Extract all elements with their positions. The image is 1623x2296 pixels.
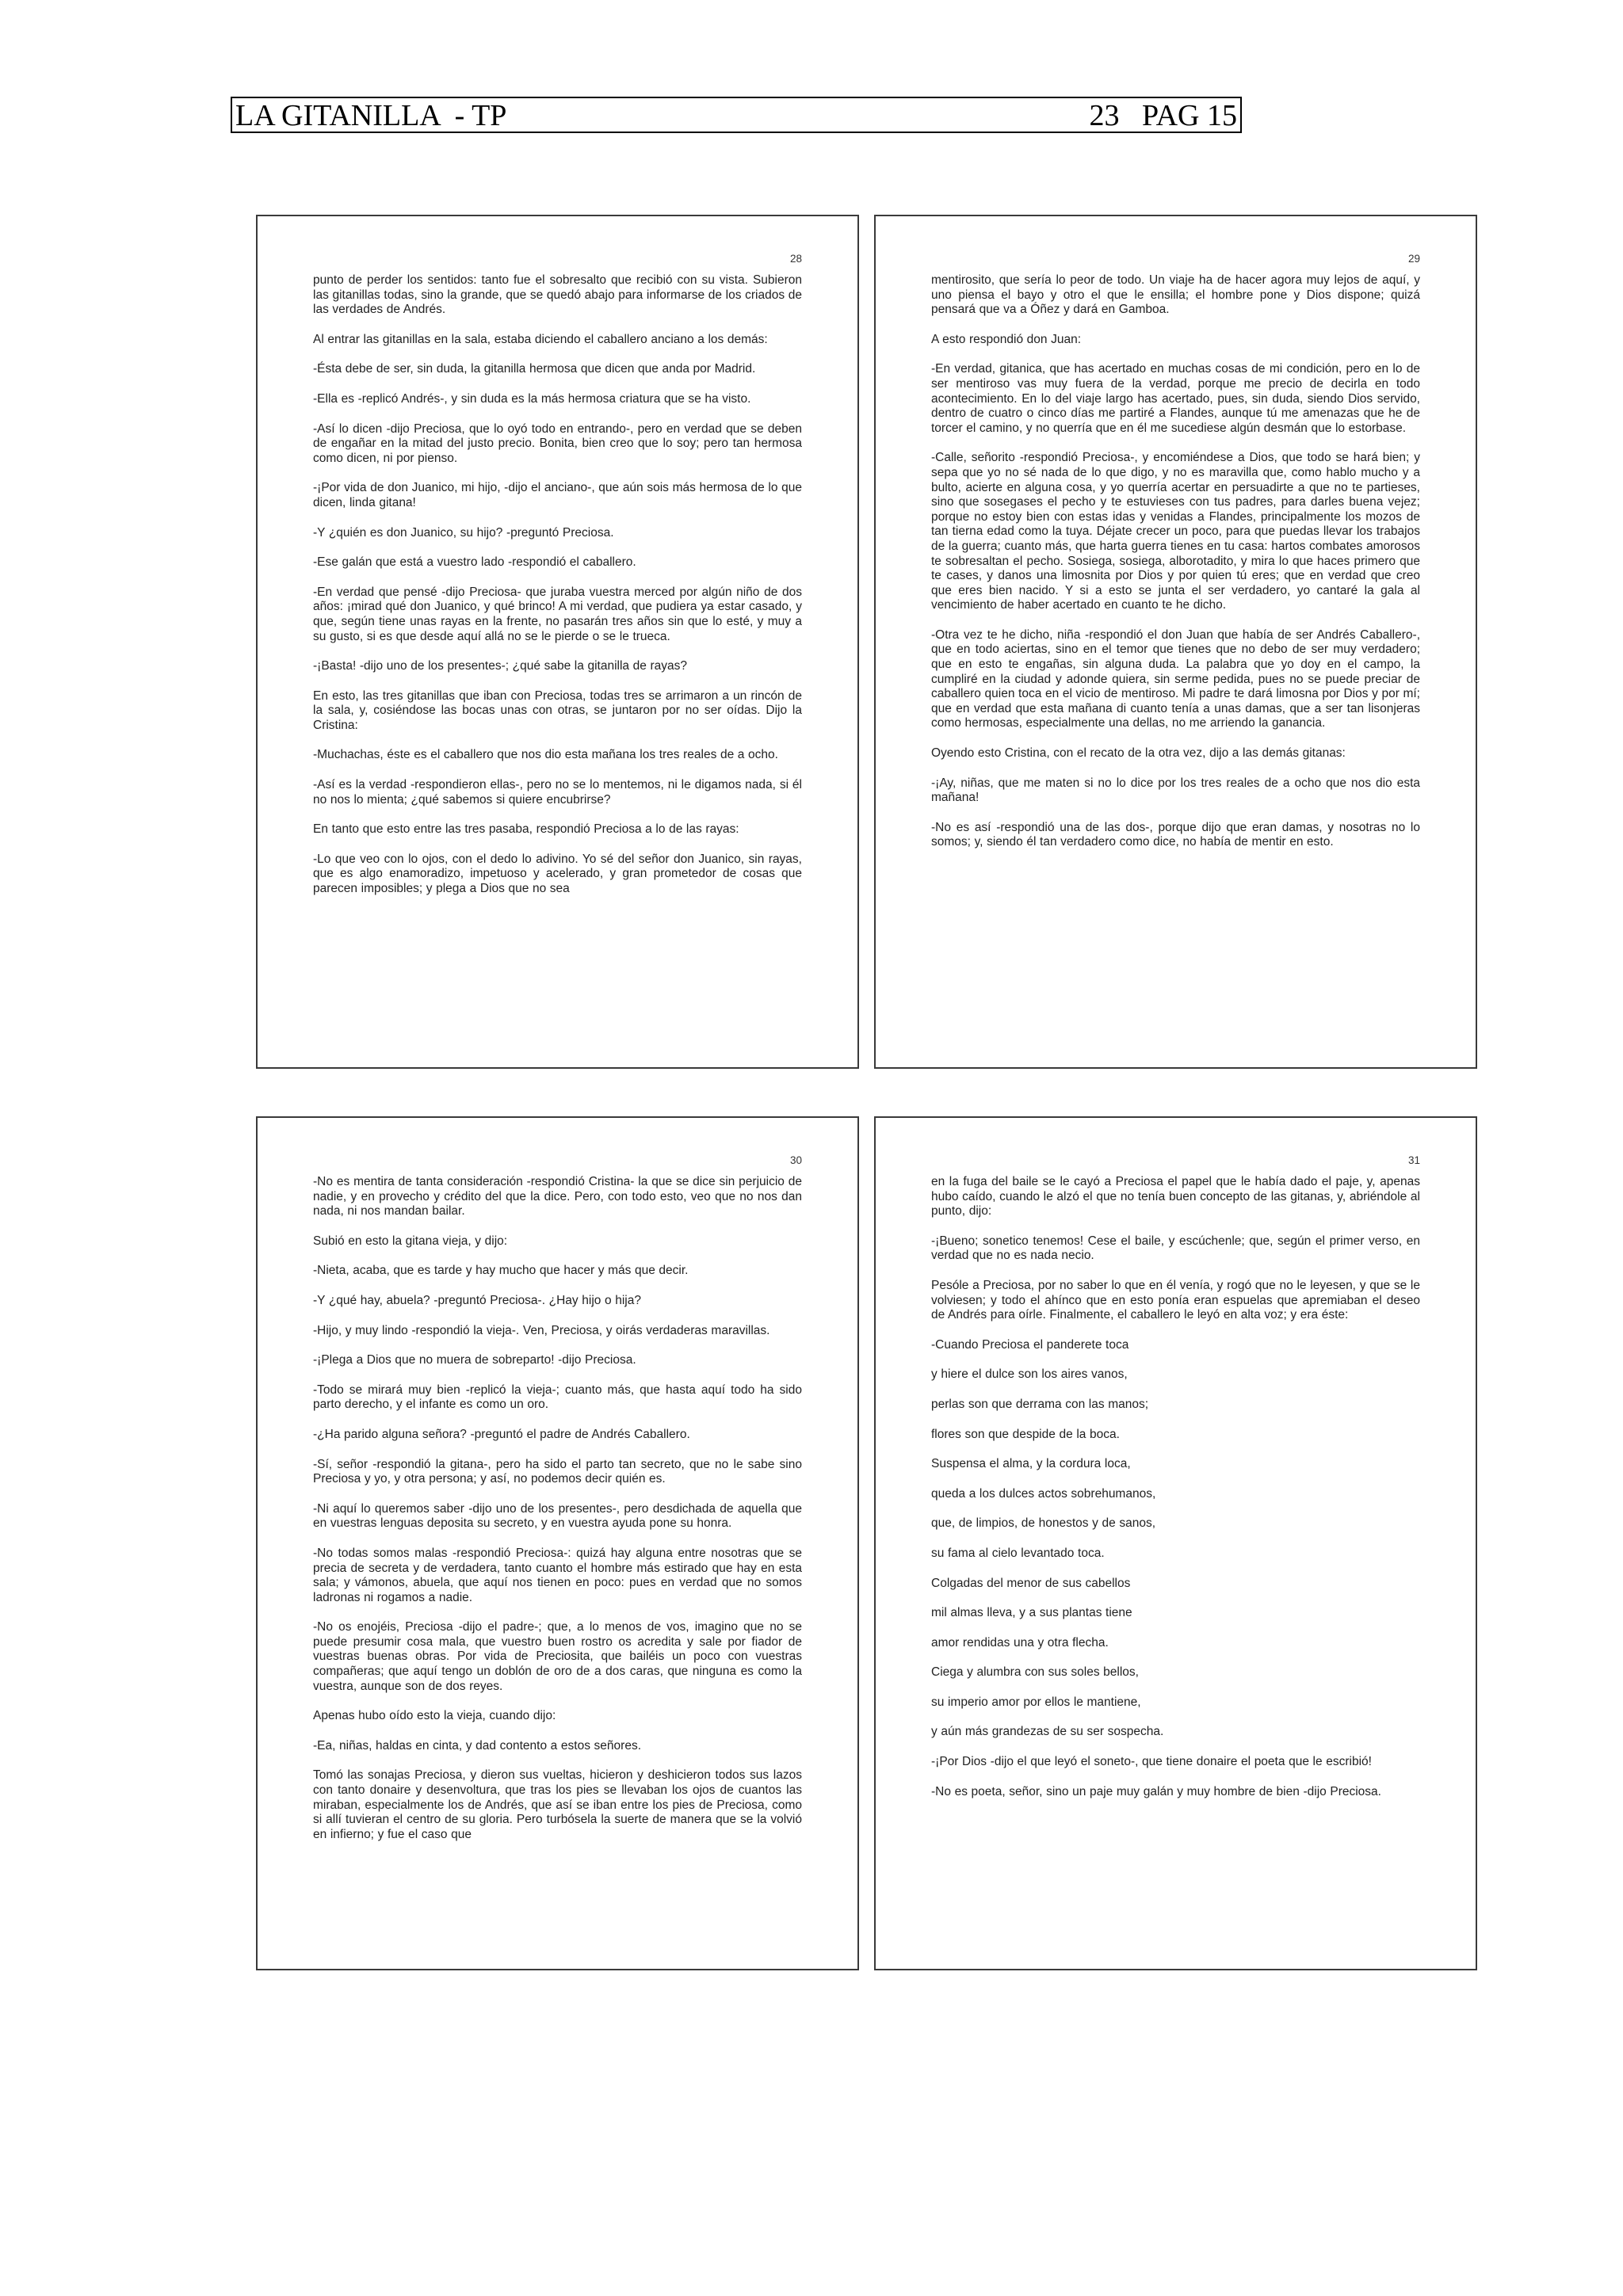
- page-text: [931, 273, 1420, 1051]
- paragraph: Oyendo esto Cristina, con el recato de la otra vez, dijo a las demás gitanas:: [931, 746, 1346, 761]
- paragraph: y aún más grandezas de su ser sospecha.: [931, 1725, 1164, 1739]
- paragraph: -¡Plega a Dios que no muera de sobreparto! -dijo Preciosa.: [313, 1353, 636, 1367]
- paragraph: -Ea, niñas, haldas en cinta, y dad contento a estos señores.: [313, 1738, 642, 1753]
- paragraph: -Todo se mirará muy bien -replicó la vieja-; cuanto más, que hasta aquí todo ha sido parto derecho, y el infante es como un oro.: [313, 1383, 802, 1412]
- paragraph: -¡Bueno; sonetico tenemos! Cese el baile, y escúchenle; que, según el primer verso, en verdad que no es nada necio.: [931, 1234, 1420, 1263]
- paragraph: -Otra vez te he dicho, niña -respondió el don Juan que había de ser Andrés Caballero-, que en todo aciertas, sino en el temor que tienes que no debo de ser muy verdadero; que en esto te engañas, sin alguna duda. La palabra que yo doy en el campo, la cumpliré en la ciudad y adonde quiera, sin serme pedida, pues no se puede preciar de caballero quien toca en el vicio de mentiroso. Mi padre te dará limosna por Dios y por mí; que en verdad que esta mañana di cuanto tenía a unas damas, que a ser tan lisonjeras como hermosas, especialmente una dellas, no me arriendo la ganancia.: [931, 627, 1420, 730]
- paragraph: flores son que despide de la boca.: [931, 1427, 1120, 1441]
- book-page-29: [874, 215, 1477, 1069]
- book-page-30: [256, 1116, 859, 1970]
- paragraph: -Muchachas, éste es el caballero que nos dio esta mañana los tres reales de a ocho.: [313, 748, 778, 762]
- paragraph: Ciega y alumbra con sus soles bellos,: [931, 1665, 1139, 1680]
- paragraph: queda a los dulces actos sobrehumanos,: [931, 1486, 1156, 1501]
- paragraph: -No os enojéis, Preciosa -dijo el padre-; que, a lo menos de vos, imagino que no se puede presumir cosa mala, que vuestro buen rostro os acredita y sale por fiador de vuestras buenas obras. Por vida de Preciosita, que bailéis un poco con vuestras compañeras; que aquí tengo un doblón de oro de a dos caras, que ninguna es como la vuestra, aunque son de dos reyes.: [313, 1620, 802, 1693]
- paragraph: En esto, las tres gitanillas que iban con Preciosa, todas tres se arrimaron a un rincón de la sala, y, cosiéndose las bocas unas con otras, se juntaron por no ser oídas. Dijo la Cristina:: [313, 688, 802, 732]
- paragraph: -¿Ha parido alguna señora? -preguntó el padre de Andrés Caballero.: [313, 1427, 690, 1441]
- paragraph: -No es poeta, señor, sino un paje muy galán y muy hombre de bien -dijo Preciosa.: [931, 1784, 1381, 1798]
- paragraph: -¡Por vida de don Juanico, mi hijo, -dijo el anciano-, que aún sois más hermosa de lo que dicen, linda gitana!: [313, 481, 802, 509]
- book-page-28: [256, 215, 859, 1069]
- paragraph: -Ésta debe de ser, sin duda, la gitanilla hermosa que dicen que anda por Madrid.: [313, 362, 756, 376]
- paragraph: -Así es la verdad -respondieron ellas-, pero no se lo mentemos, ni le digamos nada, si él no nos lo mienta; ¿qué sabemos si quiere encubrirse?: [313, 778, 802, 807]
- paragraph: -Cuando Preciosa el panderete toca: [931, 1337, 1129, 1352]
- paragraph: -Y ¿quién es don Juanico, su hijo? -preguntó Preciosa.: [313, 525, 614, 540]
- paragraph: mentirosito, que sería lo peor de todo. Un viaje ha de hacer agora muy lejos de aquí, y uno piensa el bayo y otro el que le ensilla; el hombre pone y Dios dispone; quizá pensará que va a Óñez y dará en Gamboa.: [931, 273, 1420, 317]
- paragraph: -En verdad, gitanica, que has acertado en muchas cosas de mi condición, pero en lo de ser mentiroso vas muy fuera de la verdad, porque me precio de decirla en todo acontecimiento. En lo del viaje largo has acertado, pues, sin duda, siendo Dios servido, dentro de cuatro o cinco días me partiré a Flandes, aunque tú me amenazas que he de torcer el camino, y no querría que en él me sucediese algún desmán que lo estorbase.: [931, 362, 1420, 435]
- paragraph: su fama al cielo levantado toca.: [931, 1546, 1105, 1560]
- book-page-31: [874, 1116, 1477, 1970]
- paragraph: Suspensa el alma, y la cordura loca,: [931, 1457, 1131, 1471]
- paragraph: A esto respondió don Juan:: [931, 332, 1082, 346]
- page-number: 30: [789, 1154, 802, 1166]
- paragraph: que, de limpios, de honestos y de sanos,: [931, 1516, 1155, 1531]
- paragraph: amor rendidas una y otra flecha.: [931, 1635, 1109, 1650]
- paragraph: -¡Ay, niñas, que me maten si no lo dice por los tres reales de a ocho que nos dio esta mañana!: [931, 776, 1420, 805]
- paragraph: Colgadas del menor de sus cabellos: [931, 1576, 1131, 1590]
- paragraph: -Nieta, acaba, que es tarde y hay mucho que hacer y más que decir.: [313, 1264, 689, 1278]
- page-number: 31: [1407, 1154, 1420, 1166]
- paragraph: punto de perder los sentidos: tanto fue el sobresalto que recibió con su vista. Subieron las gitanillas todas, sino la grande, que se quedó abajo para informarse de los criados de las verdades de Andrés.: [313, 273, 802, 317]
- paragraph: -Ni aquí lo queremos saber -dijo uno de los presentes-, pero desdichada de aquella que en vuestras lenguas deposita su secreto, y en vuestra ayuda pone su honra.: [313, 1501, 802, 1531]
- page-number: 28: [789, 253, 802, 265]
- paragraph: mil almas lleva, y a sus plantas tiene: [931, 1606, 1132, 1620]
- paragraph: -Hijo, y muy lindo -respondió la vieja-. Ven, Preciosa, y oirás verdaderas maravillas.: [313, 1323, 770, 1337]
- paragraph: Pesóle a Preciosa, por no saber lo que en él venía, y rogó que no le leyesen, y que se le volviesen; y todo el ahínco que en esto ponía eran espuelas que apremiaban el deseo de Andrés para oírle. Finalmente, el caballero le leyó en alta voz; y era éste:: [931, 1278, 1420, 1322]
- page-number: 29: [1407, 253, 1420, 265]
- paragraph: En tanto que esto entre las tres pasaba, respondió Preciosa a lo de las rayas:: [313, 822, 739, 837]
- paragraph: Subió en esto la gitana vieja, y dijo:: [313, 1234, 508, 1248]
- paragraph: Apenas hubo oído esto la vieja, cuando dijo:: [313, 1709, 556, 1723]
- paragraph: su imperio amor por ellos le mantiene,: [931, 1695, 1141, 1709]
- paragraph: -No todas somos malas -respondió Preciosa-: quizá hay alguna entre nosotras que se precia de secreta y de verdadera, tanto cuanto el hombre más estirado que hay en esta sala; y vámonos, abuela, que aquí nos tienen en poco: pues en verdad que no somos ladronas ni rogamos a nadie.: [313, 1546, 802, 1604]
- paragraph: -Ella es -replicó Andrés-, y sin duda es la más hermosa criatura que se ha visto.: [313, 391, 751, 406]
- paragraph: Tomó las sonajas Preciosa, y dieron sus vueltas, hicieron y deshicieron todos sus lazos con tanto donaire y desenvoltura, que tras los pies se llevaban los ojos de cuantos las miraban, especialmente los de Andrés, que así se iban entre los pies de Preciosa, como si allí tuvieran el centro de su gloria. Pero turbósela la suerte de manera que se la volvió en infierno; y fue el caso que: [313, 1768, 802, 1841]
- paragraph: -¡Por Dios -dijo el que leyó el soneto-, que tiene donaire el poeta que le escribió!: [931, 1755, 1372, 1769]
- page-reference: 23 PAG 15: [1089, 99, 1237, 132]
- document-header: [231, 97, 1242, 133]
- paragraph: -Ese galán que está a vuestro lado -respondió el caballero.: [313, 555, 636, 570]
- paragraph: -Calle, señorito -respondió Preciosa-, y encomiéndese a Dios, que todo se hará bien; y sepa que yo no sé nada de lo que digo, y no es maravilla que, como hablo mucho y a bulto, acierte en alguna cosa, y yo querría acertar en persuadirte a que no te partieses, sino que sosegases el pecho y te estuvieses con tus padres, para darles buena vejez; porque no estoy bien con estas idas y venidas a Flandes, principalmente los mozos de tan tierna edad como la tuya. Déjate crecer un poco, para que puedas llevar los trabajos de la guerra; cuanto más, que harta guerra tienes en tu casa: hartos combates amorosos te sobresaltan el pecho. Sosiega, sosiega, alborotadito, y mira lo que haces primero que te cases, y danos una limosnita por Dios y por quien tú eres; que en verdad que creo que eres bien nacido. Y si a esto se junta el ser verdadero, yo cantaré la gala al vencimiento de haber acertado en cuanto te he dicho.: [931, 451, 1420, 612]
- paragraph: -No es mentira de tanta consideración -respondió Cristina- la que se dice sin perjuicio de nadie, y en provecho y crédito del que la dice. Pero, con todo esto, veo que no nos dan nada, ni nos mandan bailar.: [313, 1175, 802, 1219]
- document-title: LA GITANILLA - TP: [235, 99, 507, 132]
- paragraph: -Así lo dicen -dijo Preciosa, que lo oyó todo en entrando-, pero en verdad que se deben de engañar en la mitad del justo precio. Bonita, bien creo que lo soy; pero tan hermosa como dicen, ni por pienso.: [313, 421, 802, 465]
- paragraph: -Y ¿qué hay, abuela? -preguntó Preciosa-. ¿Hay hijo o hija?: [313, 1293, 641, 1307]
- paragraph: perlas son que derrama con las manos;: [931, 1397, 1149, 1411]
- page-text: [313, 273, 802, 1051]
- paragraph: -No es así -respondió una de las dos-, porque dijo que eran damas, y nosotras no lo somos; y, siendo él tan verdadero como dice, no había de mentir en esto.: [931, 820, 1420, 849]
- paragraph: en la fuga del baile se le cayó a Preciosa el papel que le había dado el paje, y, apenas hubo caído, cuando le alzó el que no tenía buen concepto de las gitanas, y, abriéndole al punto, dijo:: [931, 1175, 1420, 1219]
- page-text: [313, 1175, 802, 1953]
- paragraph: Al entrar las gitanillas en la sala, estaba diciendo el caballero anciano a los demás:: [313, 332, 768, 346]
- page-text: [931, 1175, 1420, 1953]
- paragraph: -¡Basta! -dijo uno de los presentes-; ¿qué sabe la gitanilla de rayas?: [313, 659, 688, 673]
- paragraph: -En verdad que pensé -dijo Preciosa- que juraba vuestra merced por algún niño de dos años: ¡mirad qué don Juanico, y qué brinco! A mi verdad, que pudiera ya estar casado, y que, según tiene unas rayas en la frente, no pasarán tres años sin que lo esté, y muy a su gusto, si es que desde aquí allá no se le pierde o se le trueca.: [313, 585, 802, 643]
- paragraph: y hiere el dulce son los aires vanos,: [931, 1367, 1128, 1382]
- paragraph: -Sí, señor -respondió la gitana-, pero ha sido el parto tan secreto, que no le sabe sino Preciosa y yo, y otra persona; y así, no podemos decir quién es.: [313, 1457, 802, 1486]
- paragraph: -Lo que veo con lo ojos, con el dedo lo adivino. Yo sé del señor don Juanico, sin rayas, que es algo enamoradizo, impetuoso y acelerado, y gran prometedor de cosas que parecen imposibles; y plega a Dios que no sea: [313, 852, 802, 896]
